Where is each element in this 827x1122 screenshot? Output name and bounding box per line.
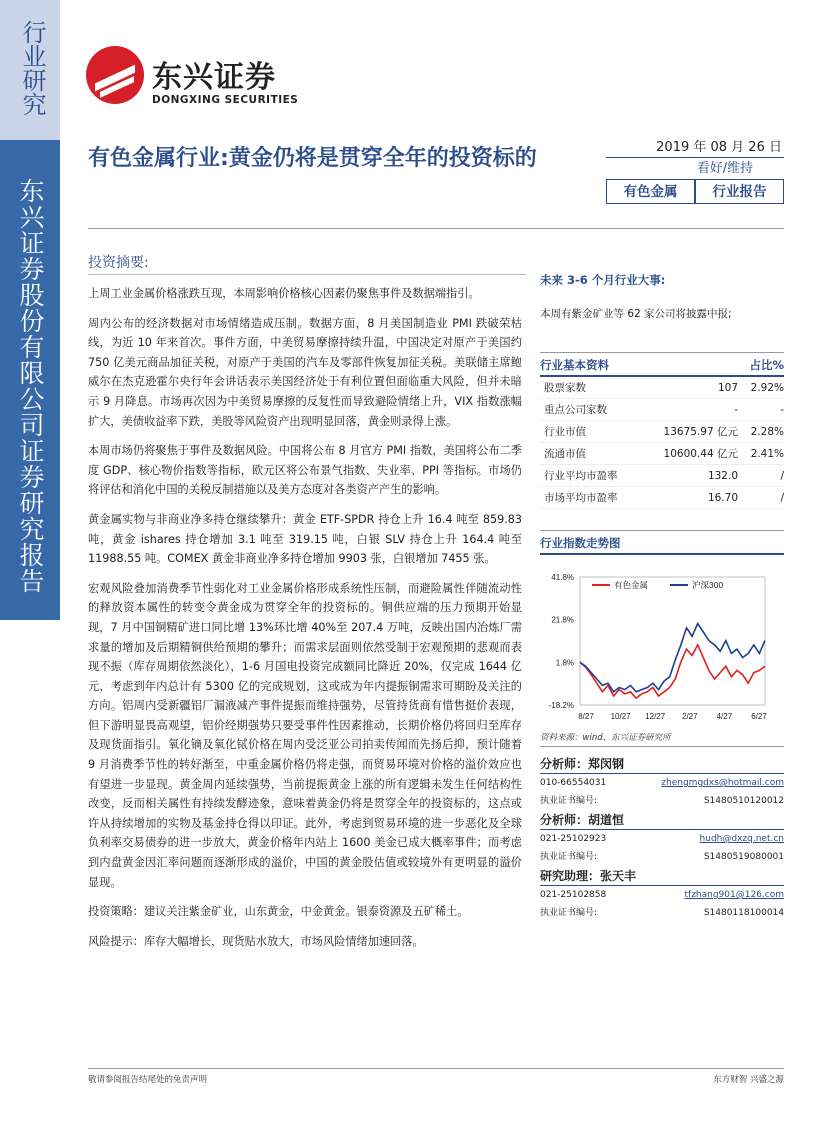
analyst-block: [540, 754, 784, 810]
cert-number: S1480519080001: [703, 852, 784, 862]
divider: [88, 274, 526, 275]
table-heading: 行业基本资料: [540, 358, 609, 372]
cert-label: 执业证书编号:: [540, 796, 598, 806]
paragraph: 风险提示：库存大幅增长，现货贴水放大，市场风险情绪加速回落。: [88, 934, 424, 948]
table-row: [540, 421, 784, 443]
x-tick-label: 6/27: [751, 712, 767, 721]
analyst-phone: 010-66554031: [540, 778, 607, 788]
sidebar-company: [0, 140, 60, 620]
company-label: 东兴证券股份有限公司证券研究报告: [16, 178, 45, 594]
analysts-section: [540, 754, 784, 922]
x-tick-label: 2/27: [682, 712, 698, 721]
industry-table: [540, 352, 784, 509]
cert-label: 执业证书编号:: [540, 852, 598, 862]
table-row: [540, 399, 784, 421]
logo-en: DONGXING SECURITIES: [152, 94, 299, 106]
abstract-heading: 投资摘要:: [88, 255, 149, 271]
page-footer: [88, 1068, 784, 1085]
table-cell: 行业市值: [544, 426, 586, 438]
analyst-phone: 021-25102923: [540, 834, 607, 844]
footer-disclaimer: 敬请参阅报告结尾处的免责声明: [88, 1075, 208, 1085]
report-title: 有色金属行业:黄金仍将是贯穿全年的投资标的: [88, 146, 537, 171]
table-row: [540, 465, 784, 487]
x-tick-label: 12/27: [645, 712, 666, 721]
table-cell: 重点公司家数: [544, 404, 607, 416]
analyst-name: 研究助理：张天丰: [540, 866, 784, 886]
report-info-box: [606, 138, 784, 204]
logo-cn: 东兴证券: [152, 60, 276, 95]
analyst-email[interactable]: tfzhang901@126.com: [684, 890, 784, 900]
x-tick-label: 4/27: [716, 712, 733, 721]
category-label: 行业研究: [18, 20, 46, 116]
analyst-name: 分析师：郑闵钢: [540, 754, 784, 774]
table-row: [540, 443, 784, 465]
legend-label: 沪深300: [692, 580, 724, 590]
y-tick-label: 1.8%: [555, 658, 574, 668]
y-tick-label: -18.2%: [548, 701, 574, 710]
table-cell: 市场平均市盈率: [544, 492, 618, 504]
sidebar-category: [0, 0, 60, 140]
index-trend-chart: [540, 555, 784, 727]
tag-type: 行业报告: [695, 180, 784, 204]
analyst-name: 分析师：胡道恒: [540, 810, 784, 830]
analyst-block: [540, 810, 784, 866]
table-cell: -: [734, 404, 738, 416]
cert-number: S1480510120012: [703, 796, 784, 806]
table-cell: -: [780, 404, 784, 416]
table-cell: 2.41%: [750, 448, 784, 460]
abstract-body: [88, 284, 522, 961]
logo-mark-icon: [86, 46, 144, 104]
table-cell: 13675.97 亿元: [663, 426, 738, 438]
chart-title: 行业指数走势图: [540, 530, 784, 555]
table-cell: 股票家数: [544, 382, 586, 394]
x-tick-label: 10/27: [610, 712, 631, 721]
report-date: 2019 年 08 月 26 日: [606, 138, 784, 158]
paragraph: 周内公布的经济数据对市场情绪造成压制。数据方面，8 月美国制造业 PMI 跌破荣枯线，为近 10 年来首次。事件方面，中美贸易摩擦持续升温，中国决定对原产于美国约 750 亿美元商品加征关税，对原产于美国的汽车及零部件恢复加征关税。美联储主席鲍威尔在杰克逊霍尔央行年会讲话表示美国经济处于有利位置但面临重大风险，但并未暗示 9 月降息。市场再次因为中美贸易摩擦的反复性而导致避险情绪上升，VIX 指数涨幅扩大，美债收益率下跌，美股等风险资产出现明显回落，黄金则录得上涨。: [88, 316, 522, 428]
rating: 看好/维持: [606, 158, 784, 180]
table-cell: /: [780, 492, 784, 504]
table-cell: 行业平均市盈率: [544, 470, 618, 482]
paragraph: 上周工业金属价格涨跌互现，本周影响价格核心因素仍聚焦事件及数据端指引。: [88, 287, 480, 300]
table-cell: 107: [717, 382, 738, 394]
table-cell: 10600.44 亿元: [663, 448, 738, 460]
cert-number: S1480118100014: [703, 908, 784, 918]
analyst-email[interactable]: zhengmgdxs@hotmail.com: [661, 778, 784, 788]
table-cell: 16.70: [707, 492, 738, 504]
chart-source: 资料来源：wind、东兴证券研究所: [540, 731, 784, 747]
table-cell: /: [780, 470, 784, 482]
analyst-email[interactable]: hudh@dxzq.net.cn: [699, 834, 784, 844]
analyst-block: [540, 866, 784, 922]
table-cell: 2.28%: [750, 426, 784, 438]
y-tick-label: 41.8%: [551, 573, 574, 582]
events-text: 本周有紫金矿业等 62 家公司将披露中报;: [540, 308, 732, 320]
table-cell: 2.92%: [750, 382, 784, 394]
events-section: [540, 272, 784, 321]
footer-slogan: 东方财智 兴盛之源: [713, 1075, 784, 1085]
paragraph: 本周市场仍将聚焦于事件及数据风险。中国将公布 8 月官方 PMI 指数，美国将公布二季度 GDP、核心物价指数等指标，欧元区将公布景气指数、失业率、PPI 等指标。市场仍将评估和消化中国的关税反制措施以及美方态度对各类资产产生的影响。: [88, 444, 522, 497]
analyst-phone: 021-25102858: [540, 890, 607, 900]
series-line-0: [580, 645, 765, 698]
divider: [88, 228, 784, 229]
paragraph: 投资策略：建议关注紫金矿业，山东黄金，中金黄金。银泰资源及五矿稀土。: [88, 905, 469, 919]
table-col-header: 占比%: [749, 358, 784, 372]
tag-sector: 有色金属: [606, 180, 695, 204]
chart-section: [540, 530, 784, 747]
company-logo: [86, 46, 326, 116]
paragraph: 黄金属实物与非商业净多持仓继续攀升：黄金 ETF-SPDR 持仓上升 16.4 吨至 859.83 吨，黄金 ishares 持仓增加 3.1 吨至 319.15 吨，白银 SLV 持仓上升 164.4 吨至 11988.55 吨。COMEX 黄金非商业净多持仓增加 9903 张，白银增加 7455 张。: [88, 512, 522, 566]
legend-label: 有色金属: [614, 580, 649, 590]
table-cell: 流通市值: [544, 448, 586, 460]
y-tick-label: 21.8%: [551, 615, 574, 625]
table-row: [540, 377, 784, 399]
series-line-1: [580, 624, 765, 692]
paragraph: 宏观风险叠加消费季节性弱化对工业金属价格形成系统性压制，而避险属性伴随流动性的释放资本属性的转变令黄金成为贯穿全年的投资标的。铜供应端的压力预期开始显现，7 月中国铜精矿进口同比增 13%环比增 40%至 207.4 万吨，反映出国内冶炼厂需求量的增加及后期精铜供给预期的攀升；而需求层面则依然受制于宏观预期的悲观而表现不振（库存周期依然淡化），1-6 月国电投资完成额同比降近 20%，仅完成 1644 亿元，考虑到年内总计有 5300 亿的完成规划，这或成为年内提振铜需求可期盼及关注的方向。铝周内受新疆铝厂漏液减产事件提振而维持强势，尽管持货商有惜售挺价表现，但下游明显畏高观望，铝价经期强势只要受事件性因素推动，长期价格仍将回归至库存及现货面指引。氧化镝及氧化铽价格在周内受泛亚公司拍卖传闻而先扬后抑，预计随着 9 月消费季节性的转好渐至，中重金属价格仍将走强，而贸易环境对价格的溢价效应也有望进一步显现。黄金周内延续强势，当前提振黄金上涨的所有逻辑未发生任何结构性改变，反而相关属性有持续发酵迹象，意味着黄金仍将是贯穿全年的投资标的，这点或许从持续增加的实物及基金持仓得以印证。此外，考虑到贸易环境的进一步恶化及全球负利率交易债券的进一步放大，黄金价格年内站上 1600 美金已成大概率事件；而考虑到内盘黄金因汇率问题而逐渐形成的溢价，中国的黄金股估值或较境外有更明显的溢价显现。: [88, 581, 522, 889]
x-tick-label: 8/27: [578, 712, 594, 721]
events-heading: 未来 3-6 个月行业大事:: [540, 273, 666, 287]
cert-label: 执业证书编号:: [540, 908, 598, 918]
table-cell: 132.0: [707, 470, 738, 482]
table-row: [540, 487, 784, 509]
